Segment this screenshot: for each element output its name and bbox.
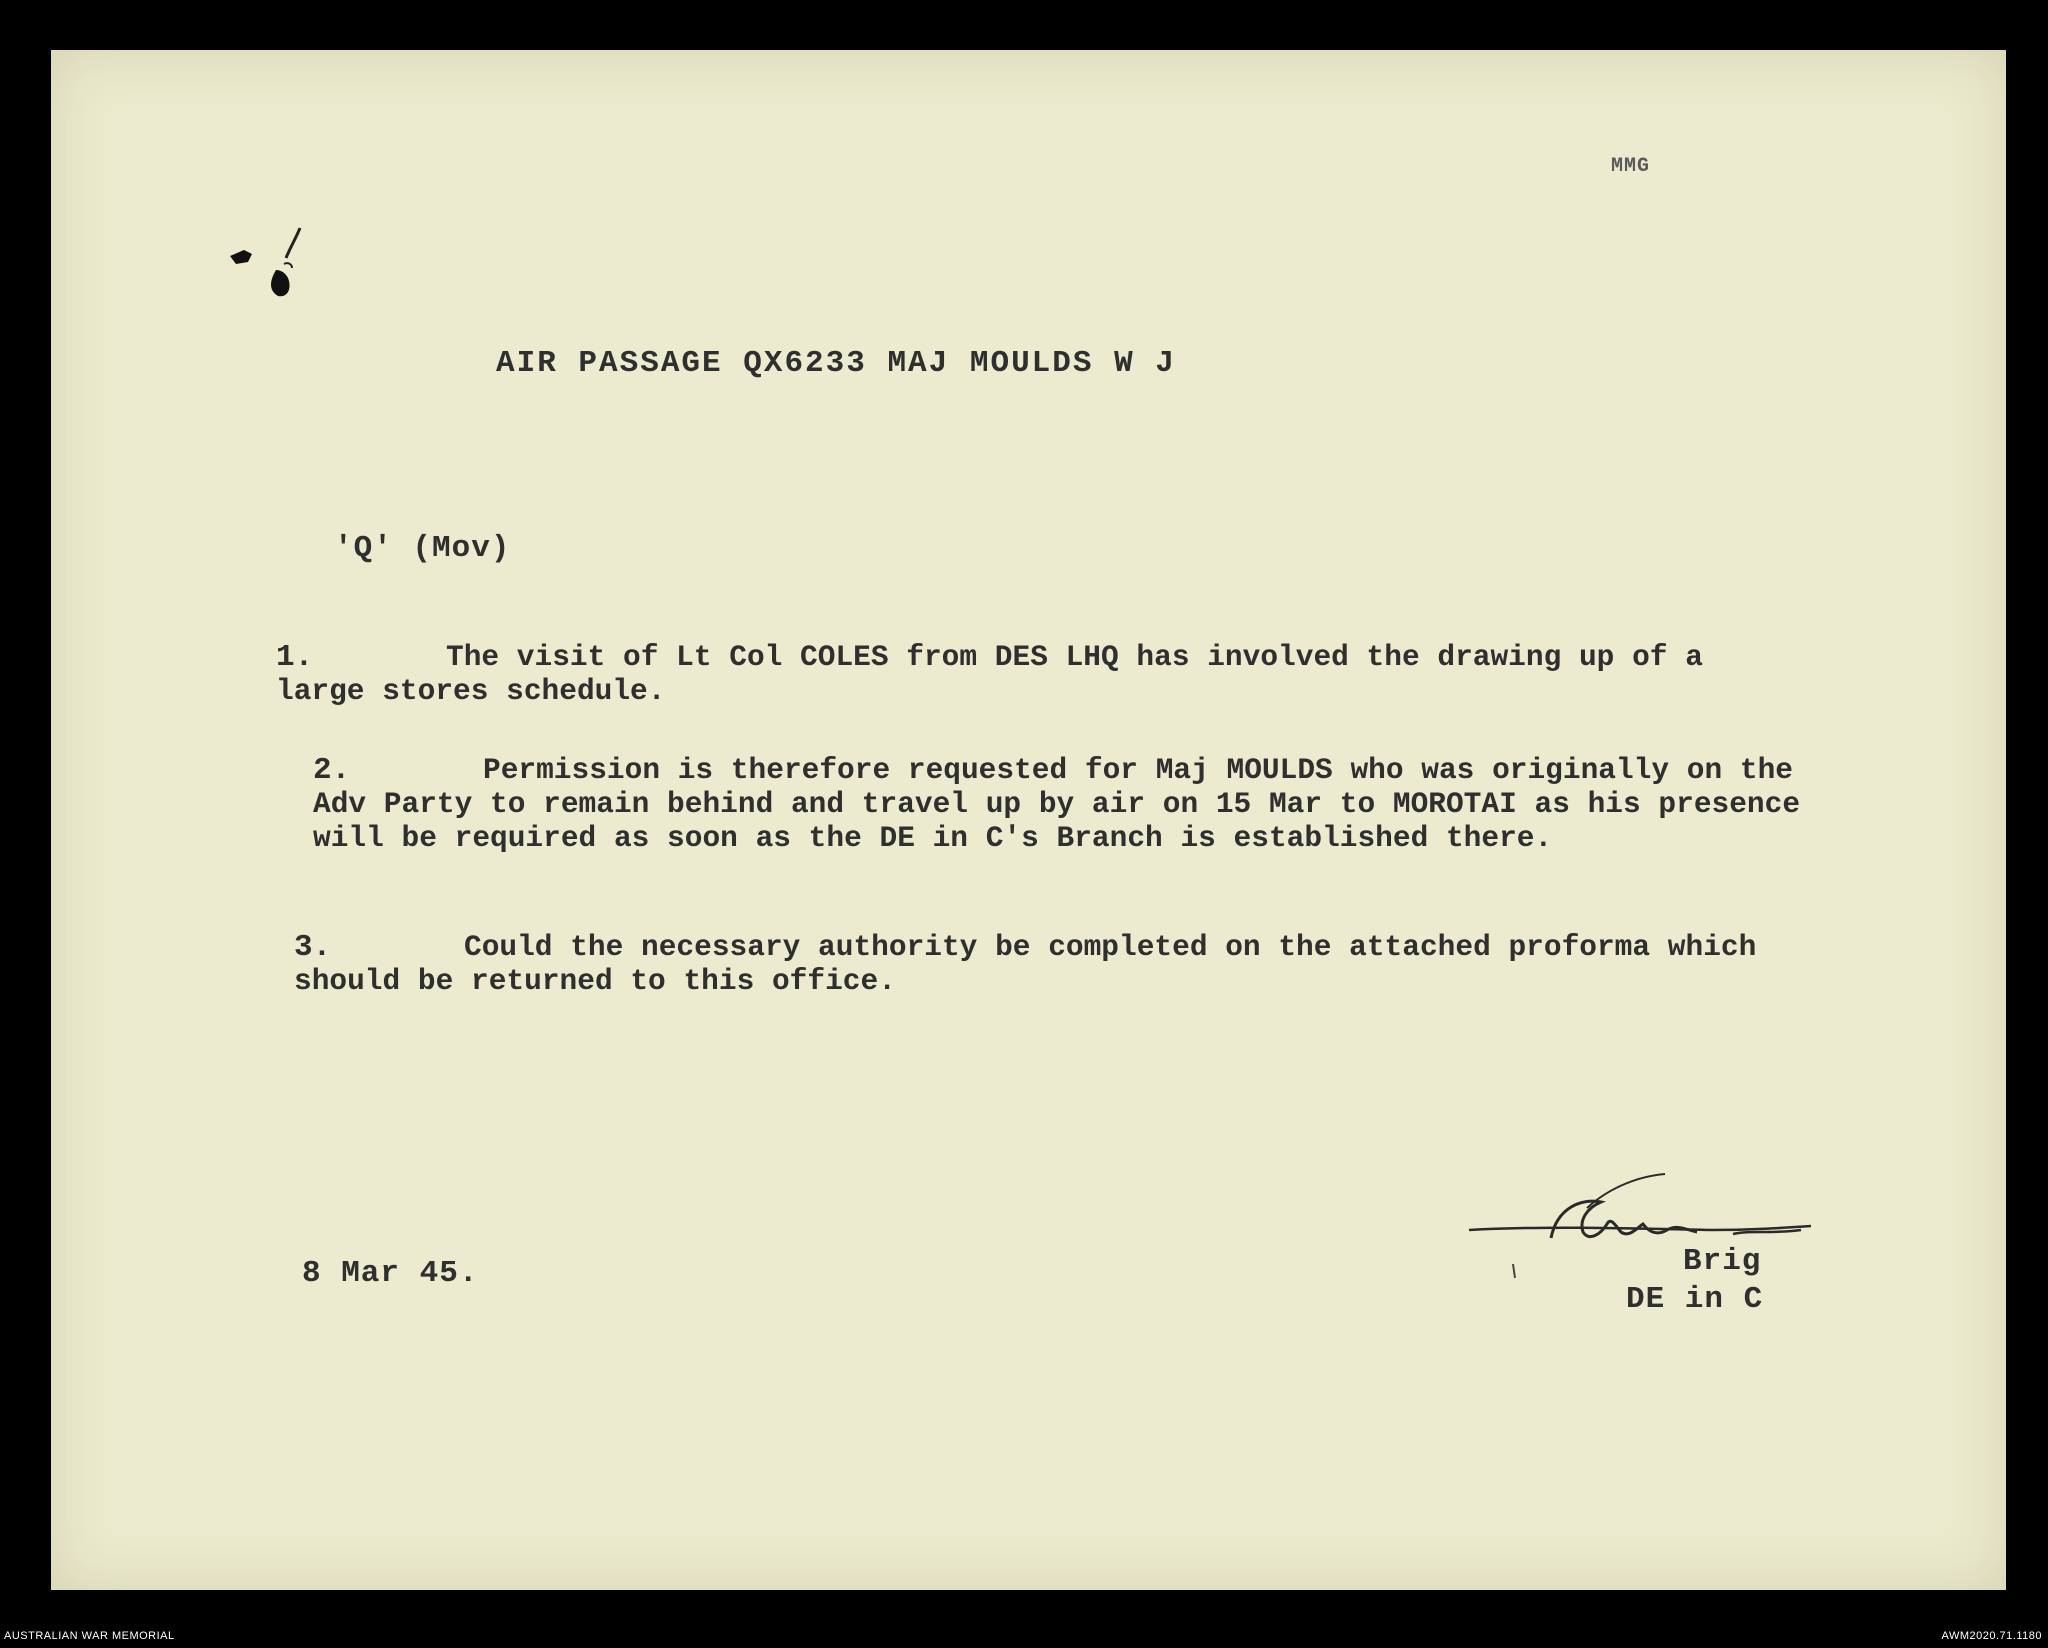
footer-institution: AUSTRALIAN WAR MEMORIAL xyxy=(4,1630,175,1642)
addressee: 'Q' (Mov) xyxy=(334,531,511,566)
paragraph-text: Permission is therefore requested for Maj MOULDS who was originally on the Adv Party to remain behind and travel up by air on 15 Mar to MOROTAI as his presence will be required as soon as the DE in C's Branch is established there. xyxy=(313,753,1801,855)
paragraph-3 xyxy=(294,930,1874,998)
document-title: AIR PASSAGE QX6233 MAJ MOULDS W J xyxy=(496,346,1176,381)
handwritten-signature xyxy=(1461,1168,1821,1278)
paragraph-text: The visit of Lt Col COLES from DES LHQ has involved the drawing up of a large stores schedule. xyxy=(276,640,1703,708)
document-page xyxy=(51,50,2006,1590)
paragraph-number: 3. xyxy=(294,930,332,965)
paragraph-1 xyxy=(276,640,1856,708)
paragraph-number: 2. xyxy=(313,753,351,788)
signatory-appointment: DE in C xyxy=(1626,1282,1764,1317)
punch-hole-damage xyxy=(226,218,336,313)
reference-mark: MMG xyxy=(1611,155,1651,178)
paragraph-2 xyxy=(313,753,1893,855)
document-date: 8 Mar 45. xyxy=(302,1256,479,1291)
paragraph-number: 1. xyxy=(276,640,314,675)
paragraph-text: Could the necessary authority be completed on the attached proforma which should be returned to this office. xyxy=(294,930,1757,998)
signatory-rank: Brig xyxy=(1683,1244,1762,1279)
footer-accession-number: AWM2020.71.1180 xyxy=(1941,1630,2042,1642)
